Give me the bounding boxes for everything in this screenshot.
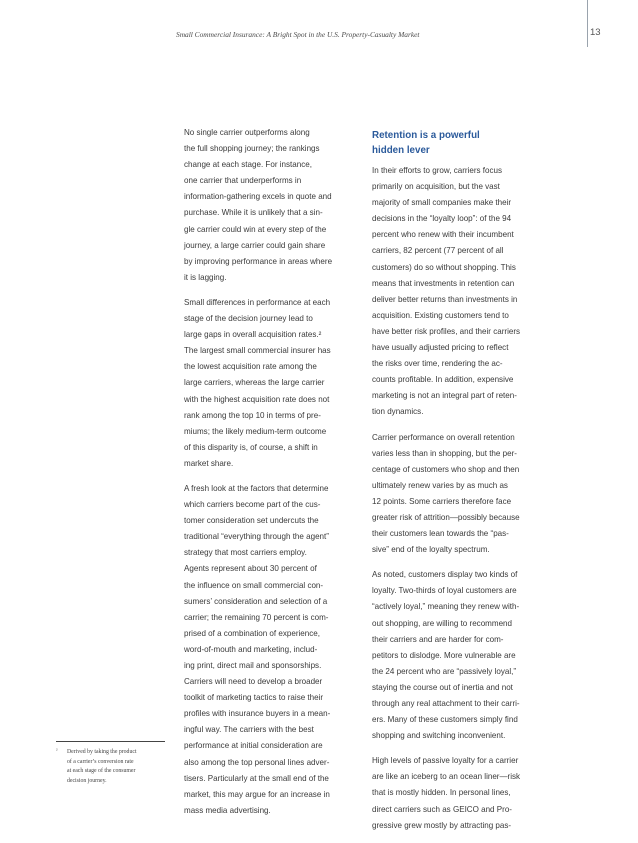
text-line: tion dynamics. — [372, 407, 424, 417]
text-line: out shopping, are willing to recommend — [372, 618, 513, 628]
text-line: High levels of passive loyalty for a carrier — [372, 756, 519, 766]
footnote-line: Derived by taking the product — [67, 749, 137, 755]
text-line: by improving performance in areas where — [184, 256, 333, 266]
text-line: word-of-mouth and marketing, includ- — [184, 644, 318, 654]
text-line: through any real attachment to their carri- — [372, 699, 520, 708]
footnote-line: of a carrier’s conversion rate — [67, 758, 134, 765]
text-line: The largest small commercial insurer has — [184, 346, 331, 356]
text-line: sive” end of the loyalty spectrum. — [372, 545, 490, 555]
text-line: their customers lean towards the “pas- — [372, 529, 509, 539]
paragraph — [372, 567, 562, 744]
text-line: In their efforts to grow, carriers focus — [372, 166, 502, 175]
text-line: centage of customers who shop and then — [372, 464, 520, 474]
text-line: the influence on small commercial con- — [184, 580, 324, 590]
text-line: journey, a large carrier could gain share — [184, 240, 326, 250]
text-line: are like an iceberg to an ocean liner—risk — [372, 772, 521, 782]
text-line: market, this may argue for an increase in — [184, 789, 330, 799]
paragraph — [372, 753, 562, 833]
page-number: 13 — [590, 27, 601, 38]
text-line: the risks over time, rendering the ac- — [372, 359, 503, 369]
footnote-rule — [56, 741, 165, 742]
text-line: purchase. While it is unlikely that a sin- — [184, 208, 323, 218]
text-line: mass media advertising. — [184, 805, 271, 815]
text-line: No single carrier outperforms along — [184, 128, 310, 137]
text-line: information-gathering excels in quote and — [184, 192, 332, 202]
text-line: performance at initial consideration are — [184, 741, 323, 751]
footnote-line: decision journey. — [67, 778, 107, 785]
text-line: carrier; the remaining 70 percent is com- — [184, 612, 329, 622]
text-line: acquisition. Existing customers tend to — [372, 310, 509, 320]
text-line: traditional “everything through the agent” — [184, 532, 329, 542]
top-vertical-rule — [587, 0, 588, 47]
text-line: deliver better returns than investments in — [372, 294, 518, 304]
text-line: 12 points. Some carriers therefore face — [372, 496, 512, 506]
text-line: petitors to dislodge. More vulnerable are — [372, 650, 516, 660]
text-line: have better risk profiles, and their carriers — [372, 326, 521, 336]
text-line: have usually adjusted pricing to reflect — [372, 343, 509, 353]
text-line: gressive grew mostly by attracting pas- — [372, 820, 512, 830]
text-line: varies less than in shopping, but the per- — [372, 448, 517, 458]
right-text-column — [372, 129, 562, 843]
section-heading-line: hidden lever — [372, 144, 430, 156]
paragraph — [184, 125, 374, 286]
text-line: sumers’ consideration and selection of a — [184, 596, 328, 606]
text-line: also among the top personal lines adver- — [184, 757, 330, 767]
text-line: their carriers and are harder for com- — [372, 634, 504, 644]
text-line: large gaps in overall acquisition rates.² — [184, 330, 322, 340]
text-line: decisions in the “loyalty loop”: of the 94 — [372, 214, 512, 224]
text-line: ingful way. The carriers with the best — [184, 725, 314, 735]
text-line: loyalty. Two-thirds of loyal customers are — [372, 586, 517, 596]
text-line: marketing is not an integral part of reten- — [372, 391, 517, 401]
paragraph — [184, 295, 374, 472]
text-line: Carriers will need to develop a broader — [184, 677, 323, 687]
text-line: of this disparity is, of course, a shift in — [184, 442, 318, 452]
text-line: primarily on acquisition, but the vast — [372, 182, 500, 192]
text-line: which carriers become part of the cus- — [184, 500, 321, 510]
paragraph — [184, 481, 374, 819]
text-line: it is lagging. — [184, 272, 227, 282]
text-line: ers. Many of these customers simply find — [372, 715, 518, 725]
text-line: tomer consideration set undercuts the — [184, 516, 319, 526]
text-line: profiles with insurance buyers in a mean- — [184, 709, 331, 719]
text-line: greater risk of attrition—possibly because — [372, 512, 520, 522]
running-title: Small Commercial Insurance: A Bright Spot in the U.S. Property-Casualty Market — [176, 30, 420, 39]
footnote — [56, 748, 176, 787]
text-line: means that investments in retention can — [372, 278, 515, 288]
text-line: majority of small companies make their — [372, 198, 512, 208]
text-line: the lowest acquisition rate among the — [184, 362, 317, 372]
text-line: toolkit of marketing tactics to raise their — [184, 693, 324, 703]
text-line: “actively loyal,” meaning they renew with- — [372, 602, 520, 612]
text-line: Carrier performance on overall retention — [372, 432, 515, 442]
text-line: the full shopping journey; the rankings — [184, 144, 320, 154]
text-line: with the highest acquisition rate does not — [184, 394, 330, 404]
text-line: large carriers, whereas the large carrier — [184, 378, 325, 388]
text-line: market share. — [184, 458, 234, 468]
right-paragraphs — [372, 163, 562, 834]
text-line: prised of a combination of experience, — [184, 628, 320, 638]
paragraph — [372, 430, 562, 559]
text-line: direct carriers such as GEICO and Pro- — [372, 804, 512, 814]
text-line: strategy that most carriers employ. — [184, 548, 307, 558]
text-line: carriers, 82 percent (77 percent of all — [372, 246, 504, 256]
text-line: the 24 percent who are “passively loyal,” — [372, 666, 517, 676]
text-line: As noted, customers display two kinds of — [372, 570, 518, 580]
text-line: A fresh look at the factors that determine — [184, 483, 329, 493]
left-text-column — [184, 125, 374, 828]
text-line: staying the course out of inertia and not — [372, 682, 513, 692]
footnote-marker: ² — [56, 749, 58, 754]
text-line: tisers. Particularly at the small end of the — [184, 773, 329, 783]
text-line: rank among the top 10 in terms of pre- — [184, 410, 321, 420]
section-heading-line: Retention is a powerful — [372, 130, 480, 141]
text-line: shopping and switching inconvenient. — [372, 731, 506, 741]
footnote-line: at each stage of the consumer — [67, 768, 136, 775]
text-line: one carrier that underperforms in — [184, 176, 302, 186]
text-line: ultimately renew varies by as much as — [372, 480, 508, 490]
text-line: percent who renew with their incumbent — [372, 230, 514, 240]
text-line: Agents represent about 30 percent of — [184, 564, 317, 574]
section-heading — [372, 129, 562, 158]
text-line: ing print, direct mail and sponsorships. — [184, 661, 322, 670]
text-line: gle carrier could win at every step of the — [184, 224, 327, 234]
text-line: counts profitable. In addition, expensive — [372, 375, 514, 385]
paragraph — [372, 163, 562, 421]
text-line: change at each stage. For instance, — [184, 160, 312, 170]
text-line: stage of the decision journey lead to — [184, 314, 313, 324]
text-line: customers) do so without shopping. This — [372, 262, 516, 272]
text-line: miums; the likely medium-term outcome — [184, 426, 327, 436]
text-line: that is mostly hidden. In personal lines, — [372, 788, 511, 798]
text-line: Small differences in performance at each — [184, 297, 331, 307]
